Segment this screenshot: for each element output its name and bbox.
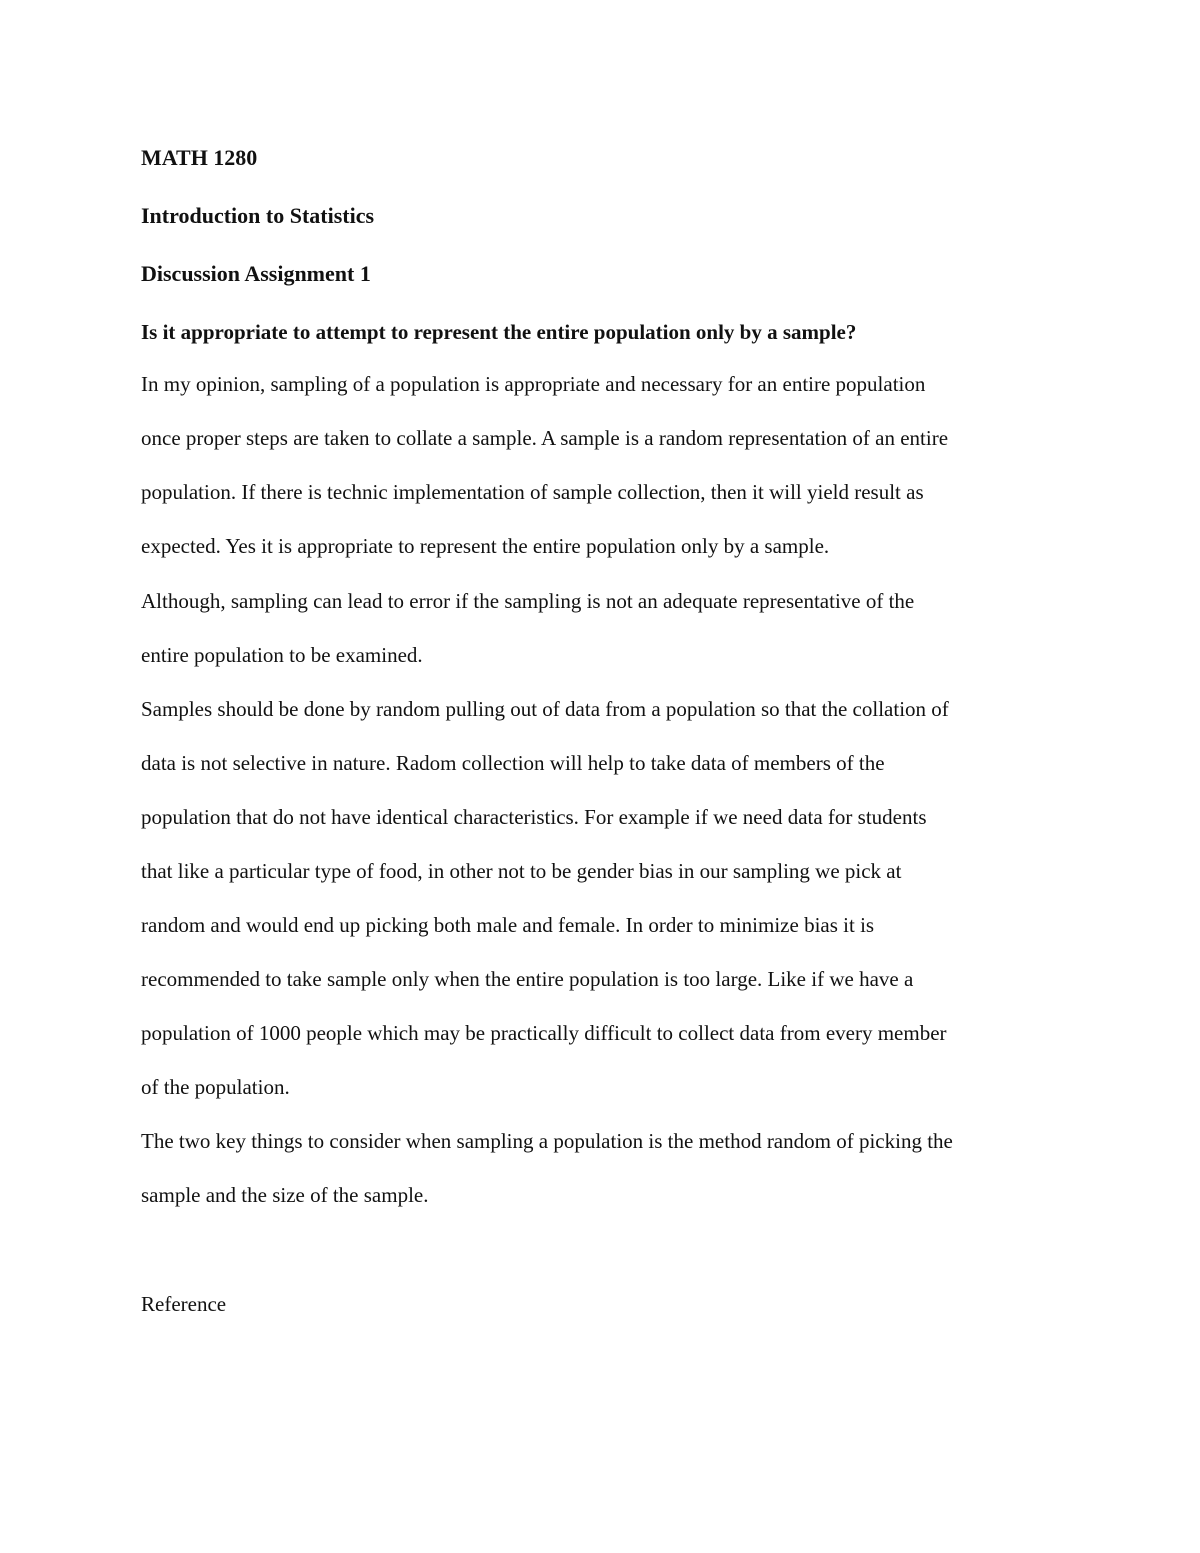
body-line: Samples should be done by random pulling out of data from a population so that the collation of	[141, 697, 949, 721]
question-heading: Is it appropriate to attempt to represent the entire population only by a sample?	[141, 320, 857, 344]
assignment-title: Discussion Assignment 1	[141, 261, 371, 286]
body-line: of the population.	[141, 1075, 290, 1099]
body-line: recommended to take sample only when the entire population is too large. Like if we have a	[141, 967, 914, 991]
body-line: population. If there is technic implementation of sample collection, then it will yield result as	[141, 480, 924, 504]
body-line: population of 1000 people which may be practically difficult to collect data from every member	[141, 1021, 947, 1045]
reference-heading: Reference	[141, 1292, 227, 1316]
body-line: Although, sampling can lead to error if the sampling is not an adequate representative of the	[141, 589, 915, 613]
body-line: data is not selective in nature. Radom collection will help to take data of members of the	[141, 751, 885, 775]
body-line: random and would end up picking both male and female. In order to minimize bias it is	[141, 913, 875, 937]
body-line: that like a particular type of food, in other not to be gender bias in our sampling we pick at	[141, 859, 902, 883]
body-line: population that do not have identical characteristics. For example if we need data for students	[141, 805, 927, 829]
body-line: entire population to be examined.	[141, 643, 423, 667]
course-title: Introduction to Statistics	[141, 203, 375, 228]
body-line: sample and the size of the sample.	[141, 1183, 429, 1207]
body-line: In my opinion, sampling of a population is appropriate and necessary for an entire population	[141, 372, 926, 396]
body-line: once proper steps are taken to collate a sample. A sample is a random representation of an entire	[141, 426, 949, 450]
body-line: expected. Yes it is appropriate to represent the entire population only by a sample.	[141, 534, 830, 558]
course-code: MATH 1280	[141, 145, 258, 170]
body-line: The two key things to consider when sampling a population is the method random of picking the	[141, 1129, 953, 1153]
